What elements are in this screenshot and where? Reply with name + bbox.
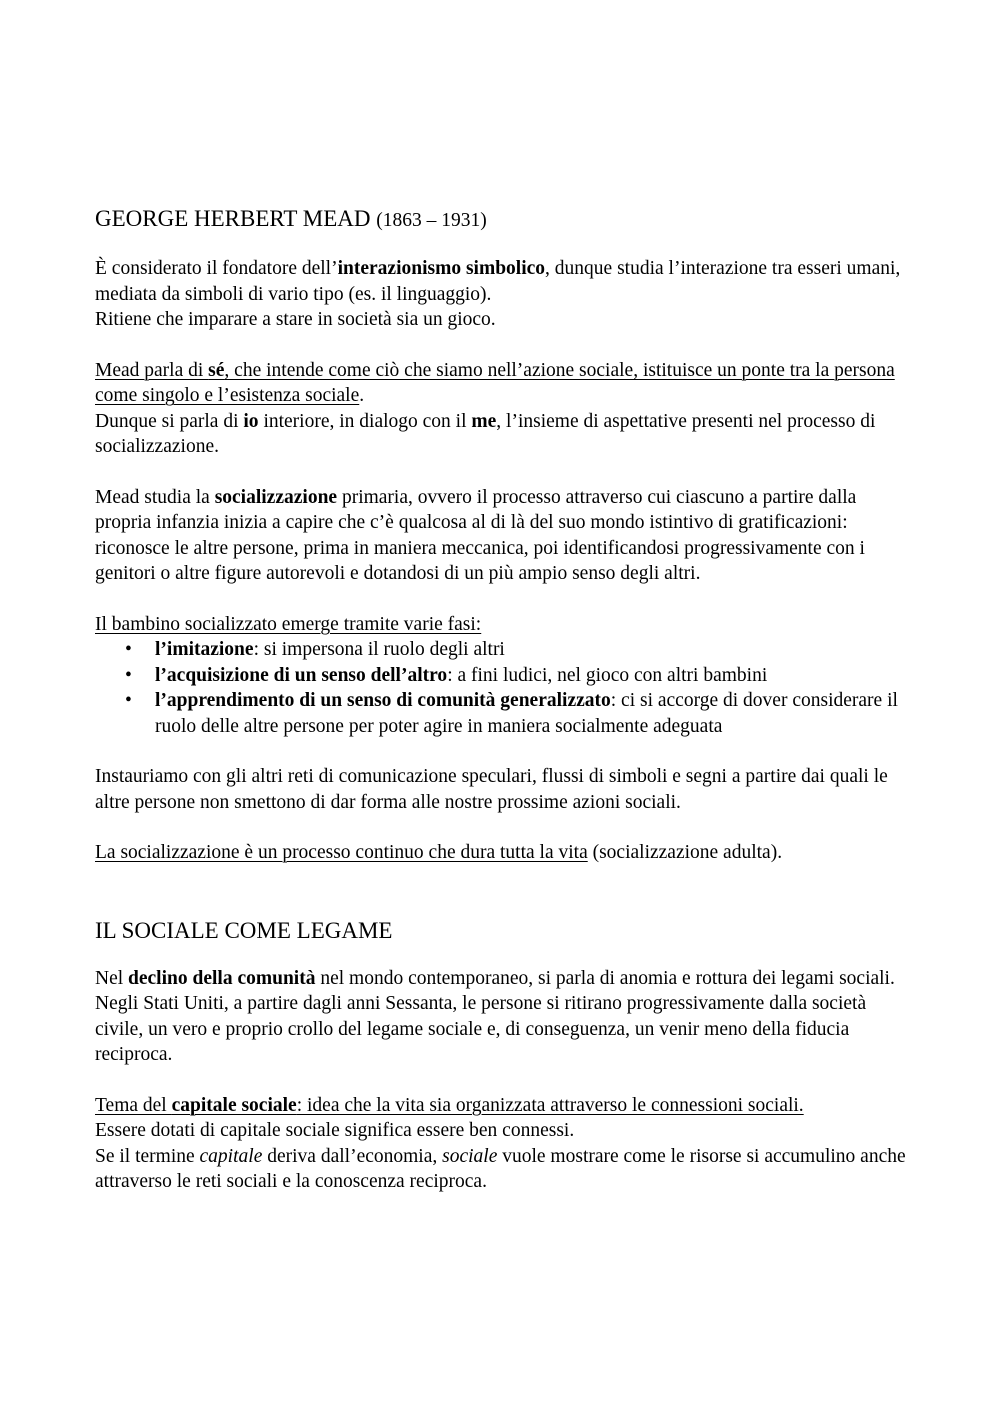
text-run: Mead parla di — [95, 359, 209, 381]
spacer — [95, 460, 915, 485]
list-item — [155, 688, 915, 739]
text-run: vuole mostrare come le risorse si accumulino anche attraverso le reti sociali e la conoscenza reciproca. — [95, 1145, 906, 1192]
underlined-run — [95, 1095, 804, 1116]
text-run: Ritiene che imparare a stare in società sia un gioco. — [95, 309, 496, 330]
text-run: (socializzazione adulta). — [587, 842, 783, 863]
text-run: : idea che la vita sia organizzata attraverso le connessioni sociali. — [296, 1094, 804, 1116]
bold-term-se: sé — [208, 359, 225, 381]
paragraph-se — [95, 358, 915, 460]
text-run: Tema del — [95, 1094, 172, 1116]
spacer — [95, 866, 915, 916]
underlined-run: Il bambino socializzato emerge tramite varie fasi: — [95, 613, 482, 635]
phases-list — [95, 637, 915, 739]
paragraph-socializzazione — [95, 485, 915, 587]
bold-term-io: io — [243, 410, 259, 432]
text-run: primaria, ovvero il processo attraverso cui ciascuno a partire dalla propria infanzia inizia a capire che c’è qualcosa al di là del suo mondo istintivo di gratificazioni: riconosce le altre persone, prima in maniera meccanica, poi identificandosi progressivamente con i genitori o altre figure autorevoli e dotandosi di un più ampio senso degli altri. — [95, 486, 865, 584]
paragraph-capitale — [95, 1093, 915, 1195]
text-run: Nel — [95, 967, 129, 989]
title-text: GEORGE HERBERT MEAD — [95, 206, 371, 231]
text-run: Se il termine — [95, 1145, 200, 1167]
spacer — [95, 815, 915, 840]
bold-term-capitale-sociale: capitale sociale — [171, 1094, 297, 1116]
text-run: , che intende come ciò che siamo nell’azione sociale, istituisce un ponte tra la persona come singolo e l’esistenza sociale — [95, 359, 895, 406]
bold-term-interazionismo: interazionismo simbolico — [337, 258, 546, 279]
phases-intro — [95, 612, 915, 638]
bold-term: l’acquisizione di un senso dell’altro — [155, 664, 448, 686]
bold-term: l’imitazione — [155, 639, 254, 660]
spacer — [95, 1068, 915, 1093]
text-run: : ci si accorge di dover considerare il ruolo delle altre persone per poter agire in maniera socialmente adeguata — [155, 690, 898, 737]
bold-term-socializzazione: socializzazione — [214, 486, 338, 508]
text-run: deriva dall’economia, — [262, 1145, 443, 1167]
paragraph-intro — [95, 256, 915, 333]
section-title-mead — [95, 204, 915, 236]
text-run: , l’insieme di aspettative presenti nel processo di socializzazione. — [95, 410, 876, 457]
text-run: interiore, in dialogo con il — [258, 410, 472, 432]
list-item — [155, 663, 915, 689]
title-dates: (1863 – 1931) — [376, 210, 487, 231]
bold-term: l’apprendimento di un senso di comunità generalizzato — [155, 690, 611, 711]
text-run: Instauriamo con gli altri reti di comunicazione speculari, flussi di simboli e segni a partire dai quali le altre persone non smettono di dar forma alle nostre prossime azioni sociali. — [95, 766, 888, 813]
paragraph-reti — [95, 764, 915, 815]
text-run: nel mondo contemporaneo, si parla di anomia e rottura dei legami sociali. — [315, 967, 895, 989]
underlined-run: La socializzazione è un processo continuo che dura tutta la vita — [95, 842, 588, 863]
paragraph-declino — [95, 966, 915, 1068]
paragraph-continuo — [95, 840, 915, 866]
text-run: Dunque si parla di — [95, 410, 244, 432]
spacer — [95, 739, 915, 764]
italic-term-sociale: sociale — [442, 1145, 498, 1167]
text-run: , dunque studia l’interazione tra esseri umani, mediata da simboli di vario tipo (es. il linguaggio). — [95, 258, 901, 305]
spacer — [95, 587, 915, 612]
text-run: È considerato il fondatore dell’ — [95, 258, 338, 279]
spacer — [95, 333, 915, 358]
underlined-run — [95, 360, 895, 407]
text-run: : a fini ludici, nel gioco con altri bambini — [447, 664, 768, 686]
document-page — [95, 204, 915, 1195]
section-title-legame: IL SOCIALE COME LEGAME — [95, 917, 393, 943]
bold-term-declino: declino della comunità — [128, 967, 316, 989]
italic-term-capitale: capitale — [199, 1145, 263, 1167]
text-run: . — [359, 385, 365, 406]
list-item — [155, 637, 915, 663]
text-run: : si impersona il ruolo degli altri — [253, 639, 505, 660]
text-run: Negli Stati Uniti, a partire dagli anni Sessanta, le persone si ritirano progressivamente dalla società civile, un vero e proprio crollo del legame sociale e, di conseguenza, un venir meno della fiducia reciproca. — [95, 993, 867, 1065]
text-run: Essere dotati di capitale sociale significa essere ben connessi. — [95, 1120, 575, 1141]
text-run: Mead studia la — [95, 486, 215, 508]
bold-term-me: me — [471, 410, 497, 432]
